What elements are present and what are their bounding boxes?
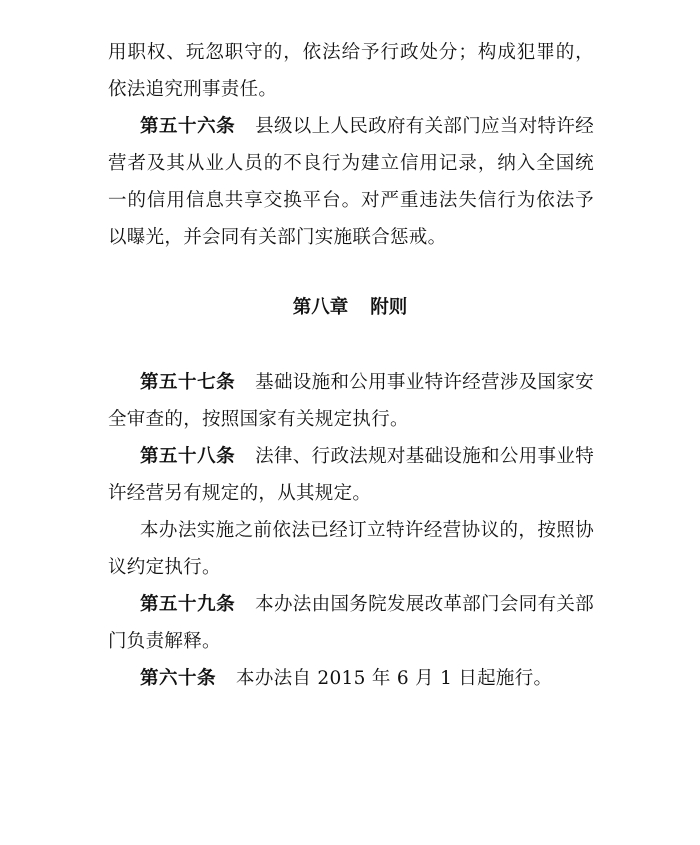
- chapter-heading: [0, 289, 700, 326]
- article-58: [108, 438, 594, 512]
- article-56: [108, 108, 594, 256]
- article-label: 第五十八条: [140, 446, 236, 467]
- article-text: 县级以上人民政府有关部门应当对特许经营者及其从业人员的不良行为建立信用记录，纳入全国统一的信用信息共享交换平台。对严重违法失信行为依法予以曝光，并会同有关部门实施联合惩戒。: [108, 116, 594, 248]
- paragraph-text: 本办法实施之前依法已经订立特许经营协议的，按照协议约定执行。: [108, 520, 594, 578]
- article-label: 第五十六条: [140, 116, 236, 137]
- paragraph-text: 用职权、玩忽职守的，依法给予行政处分；构成犯罪的，依法追究刑事责任。: [108, 42, 594, 100]
- article-label: 第六十条: [140, 668, 217, 689]
- article-59: [108, 586, 594, 660]
- paragraph-continuation: [108, 34, 594, 108]
- chapter-number: 第八章: [292, 297, 349, 318]
- chapter-title: 附则: [370, 297, 408, 318]
- article-text: 基础设施和公用事业特许经营涉及国家安全审查的，按照国家有关规定执行。: [108, 372, 594, 430]
- article-label: 第五十九条: [140, 594, 236, 615]
- article-label: 第五十七条: [140, 372, 236, 393]
- article-text: 法律、行政法规对基础设施和公用事业特许经营另有规定的，从其规定。: [108, 446, 594, 504]
- article-57: [108, 364, 594, 438]
- paragraph-transition: [108, 512, 594, 586]
- article-60: [108, 660, 594, 697]
- article-text: 本办法自 2015 年 6 月 1 日起施行。: [236, 668, 553, 689]
- article-text: 本办法由国务院发展改革部门会同有关部门负责解释。: [108, 594, 594, 652]
